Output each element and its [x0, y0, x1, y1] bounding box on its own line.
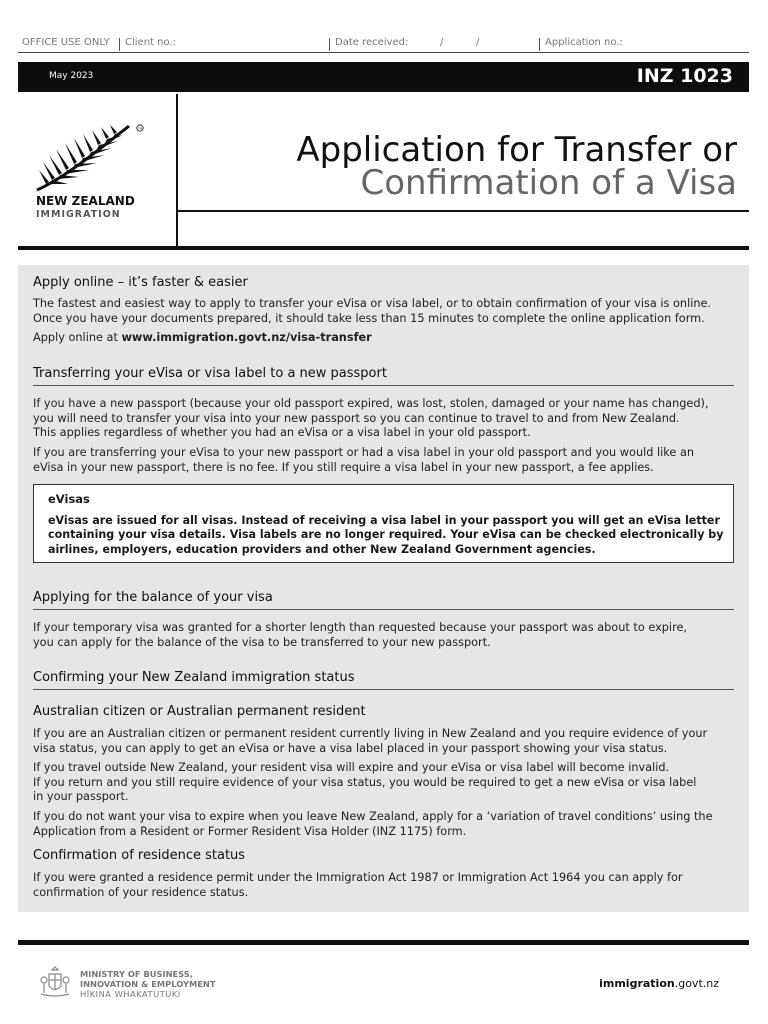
- paragraph: If you have a new passport (because your old passport expired, was lost, stolen, damaged or your name has changed), you will need to transfer your visa into your new passport so you can continue to travel to and from New Zealand. This applies regardless of whether you had an eVisa or a visa label in your old passport.: [33, 397, 709, 440]
- form-code: INZ 1023: [636, 65, 733, 87]
- evisas-callout: [33, 484, 734, 563]
- paragraph: If you do not want your visa to expire when you leave New Zealand, apply for a ‘variation of travel conditions’ using the Application from a Resident or Former Resident Visa Holder (INZ 1175) form.: [33, 810, 713, 838]
- silver-fern-icon: [34, 122, 154, 194]
- footer-url[interactable]: immigration.govt.nz: [599, 977, 719, 990]
- coat-of-arms-icon: [38, 966, 72, 998]
- section-heading-balance: Applying for the balance of your visa: [33, 590, 273, 605]
- section-heading-confirming: Confirming your New Zealand immigration status: [33, 670, 355, 685]
- client-no-field[interactable]: Client no.:: [125, 37, 176, 48]
- office-use-strip: [18, 36, 749, 53]
- page-title: Application for Transfer or: [296, 130, 737, 170]
- paragraph: Apply online at www.immigration.govt.nz/visa-transfer: [33, 331, 372, 344]
- divider: [119, 38, 120, 51]
- callout-text: eVisas are issued for all visas. Instead of receiving a visa label in your passport you will get an eVisa letter containing your visa details. Visa labels are no longer required. Your eVisa can be checked electronically by airlines, employers, education providers and other New Zealand Government agencies.: [48, 514, 724, 556]
- page-subtitle: Confirmation of a Visa: [360, 163, 737, 203]
- divider: [539, 38, 540, 51]
- paragraph: If you are transferring your eVisa to your new passport or had a visa label in your old passport and you would like an eVisa in your new passport, there is no fee. If you still require a visa label in your new passport, a fee applies.: [33, 446, 695, 474]
- date-separator: /: [476, 37, 480, 48]
- trademark-mark: TM: [137, 126, 143, 131]
- form-date: May 2023: [49, 71, 94, 81]
- subheading-residence: Confirmation of residence status: [33, 848, 246, 863]
- divider: [18, 246, 749, 250]
- ministry-logo-text: MINISTRY OF BUSINESS, INNOVATION & EMPLOYMENT HĪKINA WHAKATUTUKI: [80, 969, 216, 999]
- divider: [178, 210, 749, 212]
- divider: [176, 94, 178, 248]
- paragraph: If you were granted a residence permit under the Immigration Act 1987 or Immigration Act 1964 you can apply for confirmation of your residence status.: [33, 871, 683, 899]
- callout-title: eVisas: [48, 492, 90, 506]
- section-heading-apply-online: Apply online – it’s faster & easier: [33, 275, 248, 290]
- divider: [18, 940, 749, 945]
- office-use-label: OFFICE USE ONLY: [22, 37, 110, 48]
- application-no-field[interactable]: Application no.:: [545, 37, 623, 48]
- paragraph: If you are an Australian citizen or permanent resident currently living in New Zealand and you require evidence of your visa status, you can apply to get an eVisa or have a visa label placed in your passport showing your visa status.: [33, 727, 708, 755]
- date-separator: /: [440, 37, 444, 48]
- divider: [33, 609, 734, 610]
- divider: [33, 385, 734, 386]
- info-panel: [18, 265, 749, 912]
- logo-subtext: IMMIGRATION: [36, 209, 121, 220]
- date-received-field[interactable]: Date received:: [335, 37, 409, 48]
- section-heading-transferring: Transferring your eVisa or visa label to a new passport: [33, 366, 387, 381]
- apply-online-link[interactable]: www.immigration.govt.nz/visa-transfer: [121, 331, 372, 344]
- divider: [329, 38, 330, 51]
- logo-text: NEW ZEALAND: [36, 194, 135, 208]
- paragraph: The fastest and easiest way to apply to transfer your eVisa or visa label, or to obtain confirmation of your visa is online. Once you have your documents prepared, it should take less than 15 minutes to complete the online application form.: [33, 297, 712, 325]
- divider: [33, 689, 734, 690]
- paragraph: If you travel outside New Zealand, your resident visa will expire and your eVisa or visa label will become invalid. If you return and you still require evidence of your visa status, you would be required to get a new eVisa or visa label in your passport.: [33, 761, 697, 804]
- subheading-australian: Australian citizen or Australian permanent resident: [33, 704, 366, 719]
- header-bar: [18, 62, 749, 92]
- paragraph: If your temporary visa was granted for a shorter length than requested because your passport was about to expire, you can apply for the balance of the visa to be transferred to your new passport.: [33, 621, 688, 649]
